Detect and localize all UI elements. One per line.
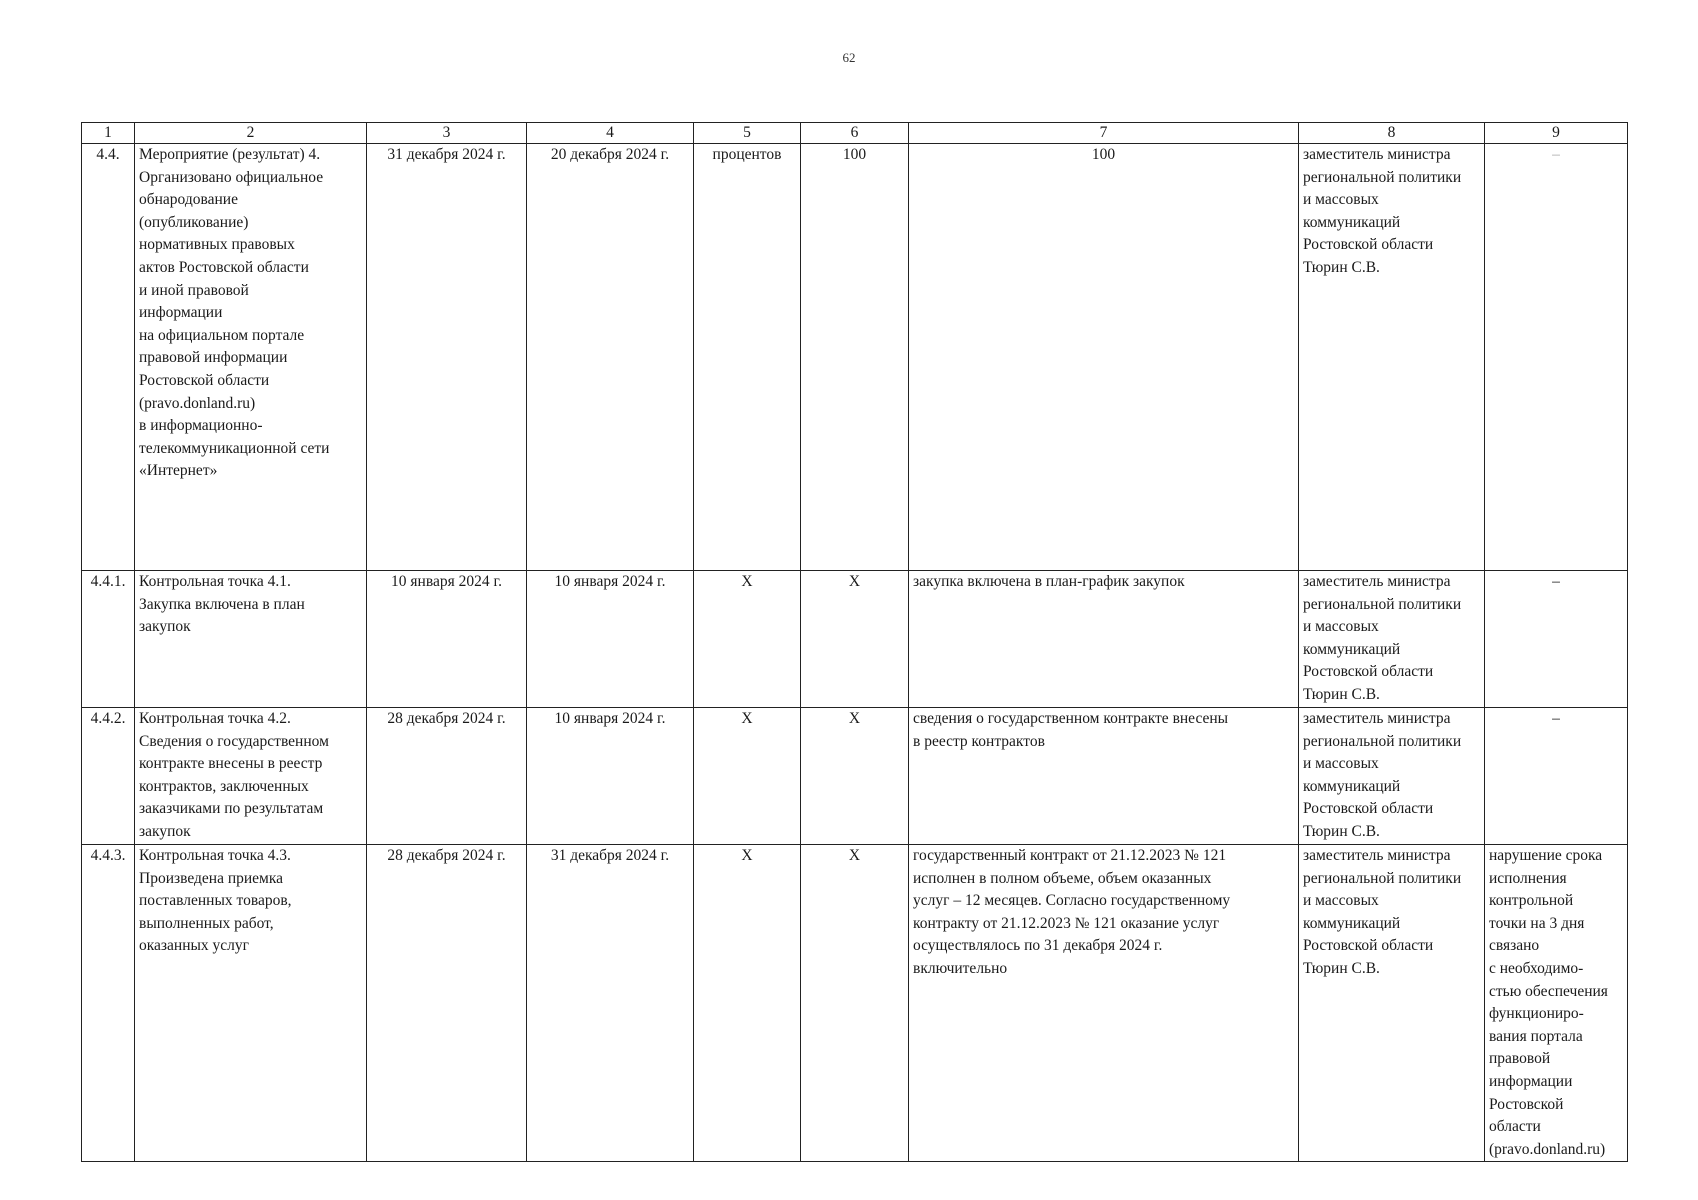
note: – bbox=[1485, 708, 1628, 845]
fact-date: 20 декабря 2024 г. bbox=[527, 144, 694, 571]
row-number: 4.4.1. bbox=[82, 571, 135, 708]
table-body bbox=[82, 144, 1628, 1162]
result: государственный контракт от 21.12.2023 № 121 исполнен в полном объеме, объем оказанных услуг – 12 месяцев. Согласно государственному контракту от 21.12.2023 № 121 оказание услуг осуществлялось по 31 декабря 2024 г. включительно bbox=[909, 845, 1299, 1162]
header-col-5: 5 bbox=[694, 123, 801, 144]
event-name: Контрольная точка 4.3. Произведена приемка поставленных товаров, выполненных работ, оказанных услуг bbox=[135, 845, 367, 1162]
header-col-1: 1 bbox=[82, 123, 135, 144]
plan-value: Х bbox=[801, 845, 909, 1162]
header-row bbox=[82, 123, 1628, 144]
header-col-6: 6 bbox=[801, 123, 909, 144]
event-name: Контрольная точка 4.1. Закупка включена в план закупок bbox=[135, 571, 367, 708]
plan-value: Х bbox=[801, 708, 909, 845]
report-table bbox=[81, 122, 1628, 1162]
header-col-3: 3 bbox=[367, 123, 527, 144]
table-header bbox=[82, 123, 1628, 144]
plan-date: 10 января 2024 г. bbox=[367, 571, 527, 708]
plan-date: 31 декабря 2024 г. bbox=[367, 144, 527, 571]
result: закупка включена в план-график закупок bbox=[909, 571, 1299, 708]
fact-date: 31 декабря 2024 г. bbox=[527, 845, 694, 1162]
result: сведения о государственном контракте внесены в реестр контрактов bbox=[909, 708, 1299, 845]
responsible: заместитель министра региональной политики и массовых коммуникаций Ростовской области Тюрин С.В. bbox=[1299, 708, 1485, 845]
unit: Х bbox=[694, 708, 801, 845]
event-name: Мероприятие (результат) 4. Организовано официальное обнародование (опубликование) нормативных правовых актов Ростовской области и иной правовой информации на официальном портале правовой информации Ростовской области (pravo.donland.ru) в информационно- телекоммуникационной сети «Интернет» bbox=[135, 144, 367, 571]
note: – bbox=[1485, 571, 1628, 708]
result: 100 bbox=[909, 144, 1299, 571]
fact-date: 10 января 2024 г. bbox=[527, 571, 694, 708]
table-row bbox=[82, 708, 1628, 845]
unit: Х bbox=[694, 845, 801, 1162]
header-col-4: 4 bbox=[527, 123, 694, 144]
row-number: 4.4. bbox=[82, 144, 135, 571]
plan-date: 28 декабря 2024 г. bbox=[367, 845, 527, 1162]
header-col-9: 9 bbox=[1485, 123, 1628, 144]
unit: Х bbox=[694, 571, 801, 708]
event-name: Контрольная точка 4.2. Сведения о государственном контракте внесены в реестр контрактов, заключенных заказчиками по результатам закупок bbox=[135, 708, 367, 845]
unit: процентов bbox=[694, 144, 801, 571]
note: нарушение срока исполнения контрольной точки на 3 дня связано с необходимо- стью обеспечения функциониро- вания портала правовой информации Ростовской области (pravo.donland.ru) bbox=[1485, 845, 1628, 1162]
responsible: заместитель министра региональной политики и массовых коммуникаций Ростовской области Тюрин С.В. bbox=[1299, 571, 1485, 708]
plan-value: 100 bbox=[801, 144, 909, 571]
responsible: заместитель министра региональной политики и массовых коммуникаций Ростовской области Тюрин С.В. bbox=[1299, 845, 1485, 1162]
table-row bbox=[82, 144, 1628, 571]
note: – bbox=[1485, 144, 1628, 571]
table-row bbox=[82, 845, 1628, 1162]
header-col-8: 8 bbox=[1299, 123, 1485, 144]
row-number: 4.4.3. bbox=[82, 845, 135, 1162]
table-row bbox=[82, 571, 1628, 708]
header-col-2: 2 bbox=[135, 123, 367, 144]
responsible: заместитель министра региональной политики и массовых коммуникаций Ростовской области Тюрин С.В. bbox=[1299, 144, 1485, 571]
plan-value: Х bbox=[801, 571, 909, 708]
header-col-7: 7 bbox=[909, 123, 1299, 144]
page-number: 62 bbox=[842, 50, 856, 65]
fact-date: 10 января 2024 г. bbox=[527, 708, 694, 845]
plan-date: 28 декабря 2024 г. bbox=[367, 708, 527, 845]
row-number: 4.4.2. bbox=[82, 708, 135, 845]
